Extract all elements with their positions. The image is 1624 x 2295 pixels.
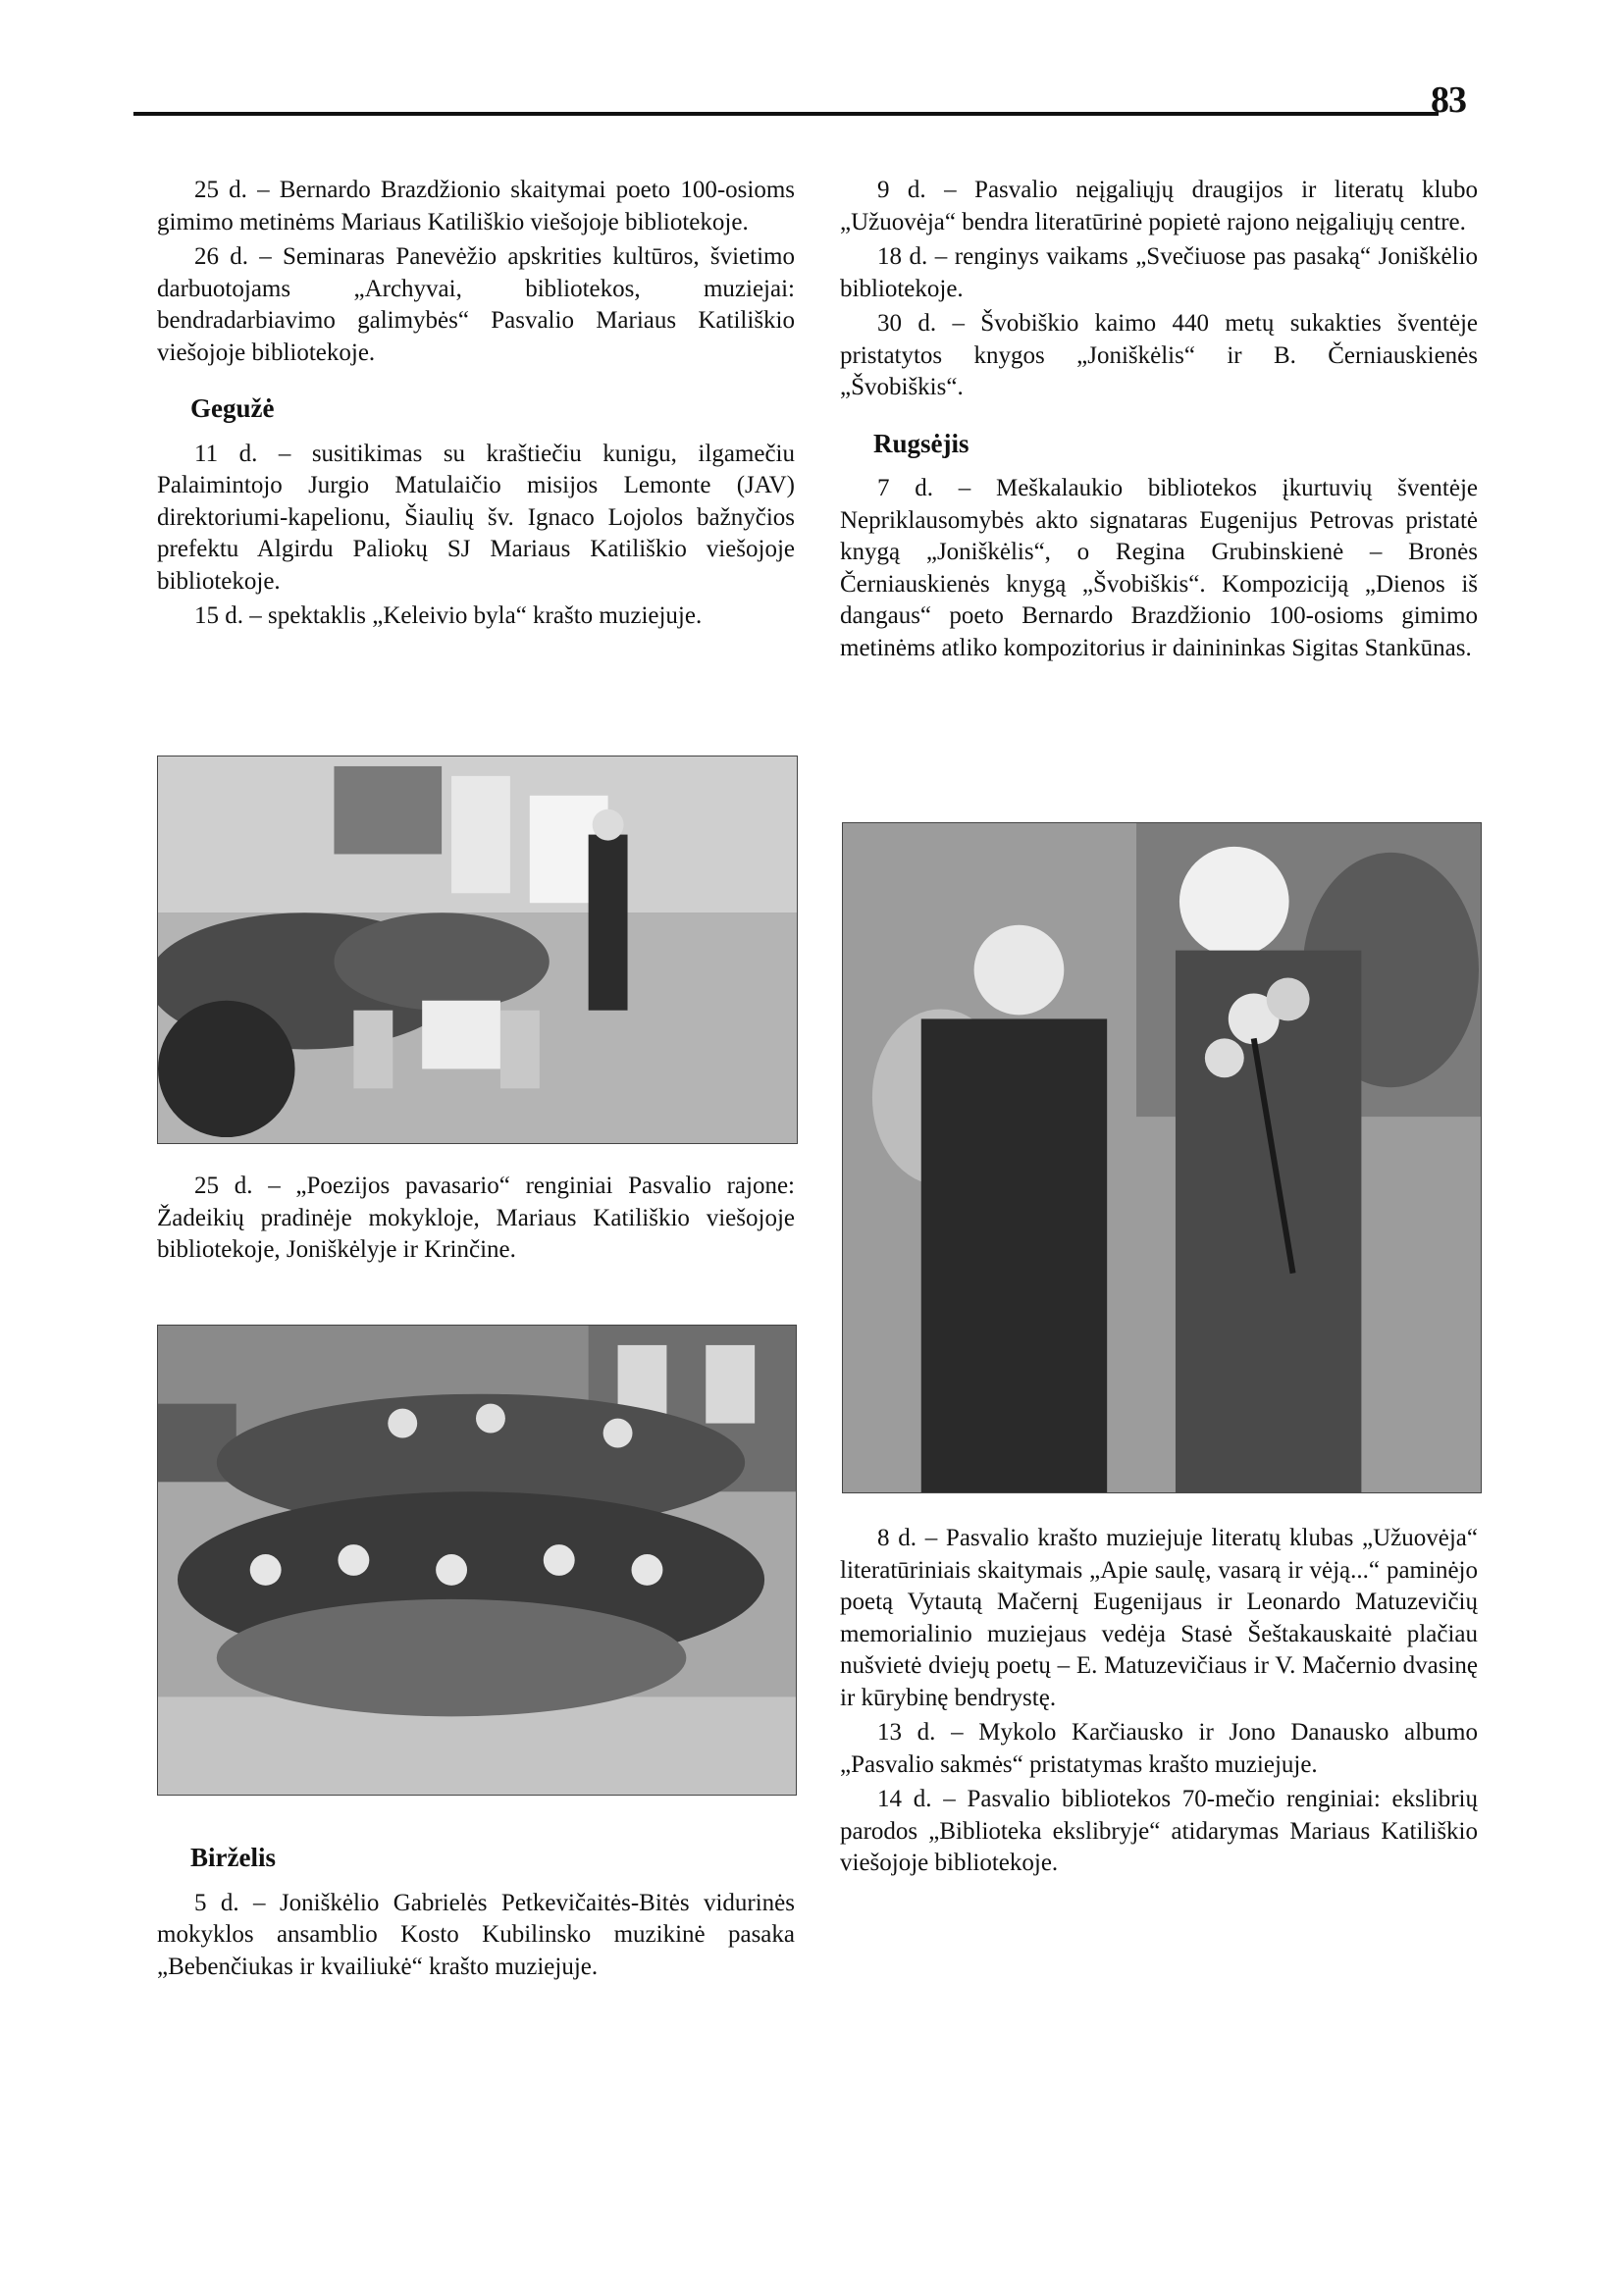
heading-september: Rugsėjis: [873, 428, 969, 458]
photo-couple-with-roses: [842, 822, 1482, 1493]
entry-poetry-spring: 25 d. – „Poezijos pavasario“ renginiai Pasvalio rajone: Žadeikių pradinėje mokykloje, Mariaus Katiliškio viešojoje bibliotekoje, Joniškėlyje ir Krinčine.: [157, 1173, 795, 1263]
entry-may-25-reading: 25 d. – Bernardo Brazdžionio skaitymai poeto 100-osioms gimimo metinėms Mariaus Katiliškio viešojoje bibliotekoje.: [157, 177, 795, 235]
entry-priest-meeting: 11 d. – susitikimas su kraštiečiu kunigu, ilgamečiu Palaimintojo Jurgio Matulaičio misijos Lemonte (JAV) direktoriumi-kapelionu, Šiaulių šv. Ignaco Lojolos bažnyčios prefektu Algirdu Paliokų SJ Mariaus Katiliškio viešojoje bibliotekoje.: [157, 440, 795, 595]
entry-album-presentation: 13 d. – Mykolo Karčiausko ir Jono Danausko albumo „Pasvalio sakmės“ pristatymas krašto muziejuje.: [840, 1719, 1478, 1778]
entry-disabled-society: 9 d. – Pasvalio neįgaliųjų draugijos ir literatų klubo „Užuovėja“ bendra literatūrinė popietė rajono neįgaliųjų centre.: [840, 177, 1478, 235]
entry-musical-tale: 5 d. – Joniškėlio Gabrielės Petkevičaitės-Bitės vidurinės mokyklos ansamblio Kosto Kubilinsko muzikinė pasaka „Bebenčiukas ir kvailiukė“ krašto muziejuje.: [157, 1889, 795, 1980]
photo-audience-hall: [157, 756, 798, 1144]
entry-play: 15 d. – spektaklis „Keleivio byla“ krašto muziejuje.: [194, 602, 703, 629]
entry-children-event: 18 d. – renginys vaikams „Svečiuose pas pasaką“ Joniškėlio bibliotekoje.: [840, 243, 1478, 302]
right-column-bottom: [840, 1523, 1478, 1883]
page-number: 83: [1431, 79, 1466, 121]
left-column-middle: [157, 1171, 795, 1270]
entry-literary-readings: 8 d. – Pasvalio krašto muziejuje literatų klubas „Užuovėja“ literatūriniais skaitymais „Apie saulę, vasarą ir vėją...“ paminėjo poetą Vytautą Mačernį Eugenijaus ir Leonardo Matuzevičių memorialinio muziejaus vedėja Stasė Šeštakauskaitė plačiau nušvietė dviejų poetų – E. Matuzevičiaus ir V. Mačernio dvasinę ir kūrybinę bendrystę.: [840, 1525, 1478, 1711]
heading-june: Birželis: [190, 1843, 276, 1872]
entry-library-housewarming: 7 d. – Meškalaukio bibliotekos įkurtuvių šventėje Nepriklausomybės akto signataras Eugenijus Petrovas pristatė knygą „Joniškėlis“, o Regina Grubinskienė – Bronės Černiauskienės knygą „Švobiškis“. Kompoziciją „Dienos iš dangaus“ poeto Bernardo Brazdžionio 100-osioms gimimo metinėms atliko kompozitorius ir dainininkas Sigitas Stankūnas.: [840, 475, 1478, 661]
left-column-top: [157, 175, 795, 636]
photo-children-group: [157, 1325, 797, 1796]
right-column-top: [840, 175, 1478, 667]
heading-may: Gegužė: [190, 393, 275, 423]
entry-svobiskis-anniversary: 30 d. – Švobiškio kaimo 440 metų sukakties šventėje pristatytos knygos „Joniškėlis“ ir B. Černiauskienės „Švobiškis“.: [840, 310, 1478, 400]
header-rule: [133, 112, 1439, 116]
entry-library-anniversary: 14 d. – Pasvalio bibliotekos 70-mečio renginiai: ekslibrių parodos „Biblioteka ekslibryje“ atidarymas Mariaus Katiliškio viešojoje bibliotekoje.: [840, 1786, 1478, 1876]
left-column-bottom: [157, 1818, 795, 1986]
entry-seminar: 26 d. – Seminaras Panevėžio apskrities kultūros, švietimo darbuotojams „Archyvai, bibliotekos, muziejai: bendradarbiavimo galimybės“ Pasvalio Mariaus Katiliškio viešojoje bibliotekoje.: [157, 243, 795, 366]
